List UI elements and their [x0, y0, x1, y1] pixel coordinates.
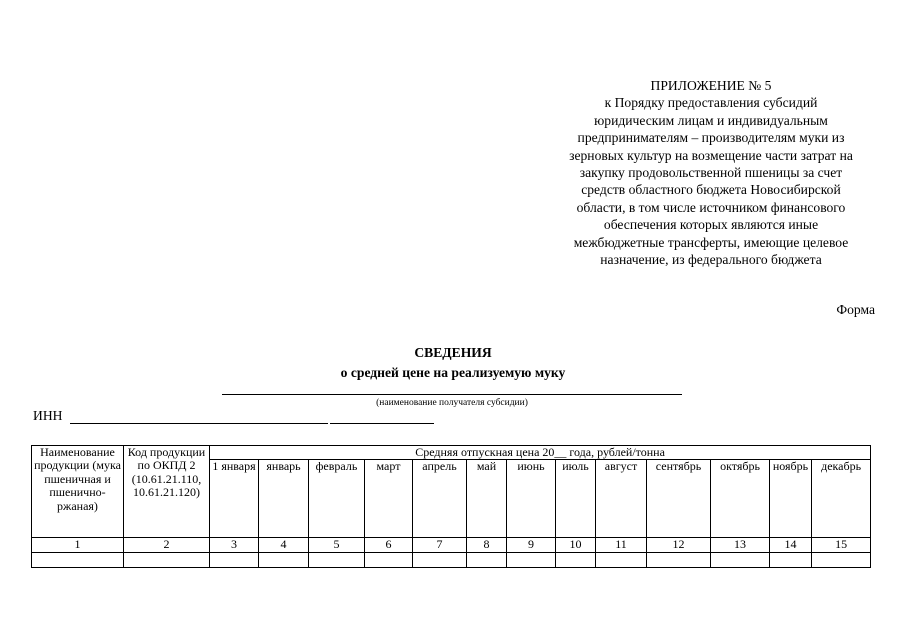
table-cell[interactable]	[210, 552, 259, 567]
column-number: 5	[309, 538, 365, 552]
header-month: октябрь	[711, 460, 770, 538]
header-month: август	[596, 460, 647, 538]
document-subtitle: о средней цене на реализуемую муку	[340, 365, 566, 380]
appendix-line: средств областного бюджета Новосибирской	[581, 182, 841, 198]
appendix-line: юридическим лицам и индивидуальным	[594, 112, 828, 128]
table-cell[interactable]	[467, 552, 507, 567]
table-cell[interactable]	[556, 552, 596, 567]
table-cell[interactable]	[812, 552, 871, 567]
column-number: 4	[259, 538, 309, 552]
appendix-line: области, в том числе источником финансового	[576, 199, 846, 215]
inn-label: ИНН	[33, 408, 63, 423]
column-number: 7	[413, 538, 467, 552]
appendix-line: зерновых культур на возмещение части затрат на	[569, 147, 853, 163]
price-table	[31, 445, 871, 568]
appendix-block	[548, 77, 874, 268]
table-cell[interactable]	[711, 552, 770, 567]
recipient-caption: (наименование получателя субсидии)	[376, 398, 528, 408]
table-cell[interactable]	[32, 552, 124, 567]
appendix-line: межбюджетные трансферты, имеющие целевое	[573, 234, 849, 250]
header-month: январь	[259, 460, 309, 538]
table-header-row	[32, 446, 871, 460]
header-product-name: Наименование продукции (мука пшеничная и пшенично-ржаная)	[32, 446, 124, 538]
table-cell[interactable]	[770, 552, 812, 567]
header-average-price: Средняя отпускная цена 20__ года, рублей/тонна	[210, 446, 871, 460]
appendix-line: обеспечения которых являются иные	[603, 217, 819, 233]
table-cell[interactable]	[309, 552, 365, 567]
table-cell[interactable]	[413, 552, 467, 567]
form-label: Форма	[836, 302, 875, 317]
column-number: 14	[770, 538, 812, 552]
column-number: 8	[467, 538, 507, 552]
appendix-line: к Порядку предоставления субсидий	[604, 95, 818, 111]
header-month: июнь	[507, 460, 556, 538]
header-month: 1 января	[210, 460, 259, 538]
appendix-line: ПРИЛОЖЕНИЕ № 5	[650, 78, 772, 93]
column-number: 3	[210, 538, 259, 552]
recipient-name-line[interactable]	[222, 394, 682, 395]
table-cell[interactable]	[647, 552, 711, 567]
appendix-line: назначение, из федерального бюджета	[600, 252, 822, 268]
column-number: 13	[711, 538, 770, 552]
inn-row	[33, 408, 434, 424]
column-number: 2	[124, 538, 210, 552]
table-cell[interactable]	[124, 552, 210, 567]
table-cell[interactable]	[507, 552, 556, 567]
table-column-numbers-row	[32, 538, 871, 552]
header-month: июль	[556, 460, 596, 538]
column-number: 15	[812, 538, 871, 552]
header-month: февраль	[309, 460, 365, 538]
header-month: март	[365, 460, 413, 538]
table-cell[interactable]	[365, 552, 413, 567]
column-number: 11	[596, 538, 647, 552]
header-month: май	[467, 460, 507, 538]
column-number: 12	[647, 538, 711, 552]
table-cell[interactable]	[596, 552, 647, 567]
header-month: апрель	[413, 460, 467, 538]
inn-field-line-extra[interactable]	[330, 409, 434, 424]
inn-field-line[interactable]	[70, 409, 328, 424]
header-month: декабрь	[812, 460, 871, 538]
table-data-row	[32, 552, 871, 567]
appendix-line: предпринимателям – производителям муки из	[577, 130, 845, 146]
header-month: ноябрь	[770, 460, 812, 538]
table-cell[interactable]	[259, 552, 309, 567]
column-number: 10	[556, 538, 596, 552]
column-number: 6	[365, 538, 413, 552]
column-number: 9	[507, 538, 556, 552]
column-number: 1	[32, 538, 124, 552]
header-product-code: Код продукции по ОКПД 2 (10.61.21.110, 10.61.21.120)	[124, 446, 210, 538]
header-month: сентябрь	[647, 460, 711, 538]
document-title: СВЕДЕНИЯ	[414, 345, 492, 360]
appendix-line: закупку продовольственной пшеницы за счет	[579, 165, 843, 181]
